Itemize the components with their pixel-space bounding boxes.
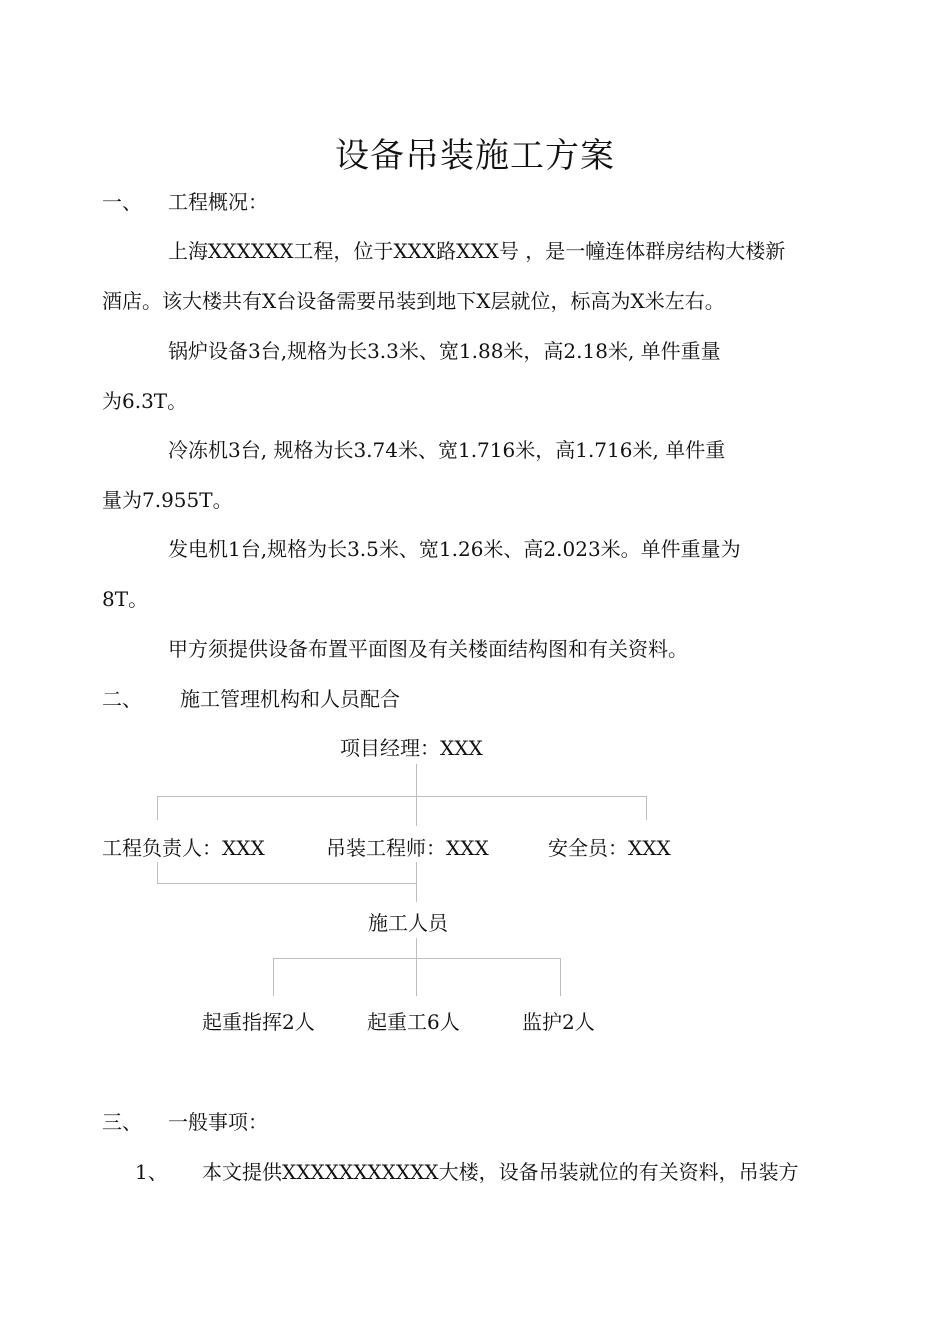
org-connector-left-up <box>157 862 158 884</box>
org-signal-crew: 起重指挥2人 <box>202 1010 315 1034</box>
org-connector-right-drop <box>646 796 647 820</box>
para1-line2: 酒店。该大楼共有X台设备需要吊装到地下X层就位，标高为X米左右。 <box>102 289 725 313</box>
section1-number: 一、 <box>102 190 142 214</box>
section3-number: 三、 <box>102 1110 142 1134</box>
org-connector-mid-horizontal <box>157 883 417 884</box>
section2-number: 二、 <box>102 687 142 711</box>
org-engineer-in-charge: 工程负责人：XXX <box>102 836 265 860</box>
org-rigging-crew: 起重工6人 <box>367 1010 460 1034</box>
para3-line1: 冷冻机3台, 规格为长3.74米、宽1.716米，高1.716米, 单件重 <box>168 438 726 462</box>
org-connector-workers-vertical <box>416 938 417 996</box>
section2-heading: 施工管理机构和人员配合 <box>180 687 400 711</box>
org-connector-left-drop <box>157 796 158 820</box>
org-manager: 项目经理：XXX <box>340 736 483 760</box>
section3-heading: 一般事项： <box>168 1110 268 1134</box>
org-workers: 施工人员 <box>368 911 448 935</box>
para2-line1: 锅炉设备3台,规格为长3.3米、宽1.88米，高2.18米, 单件重量 <box>168 339 721 363</box>
para2-line2: 为6.3T。 <box>102 389 188 413</box>
org-connector-mid-vertical <box>416 862 417 902</box>
para1-line1: 上海XXXXXX工程，位于XXX路XXX号 ，是一幢连体群房结构大楼新 <box>168 239 786 263</box>
org-connector-bottom-left-drop <box>273 958 274 996</box>
document-title: 设备吊装施工方案 <box>335 136 615 176</box>
para3-line2: 量为7.955T。 <box>102 488 233 512</box>
org-connector-bottom-horizontal <box>273 958 561 959</box>
para4-line2: 8T。 <box>102 587 149 611</box>
section1-heading: 工程概况： <box>168 190 268 214</box>
org-connector-bottom-right-drop <box>560 958 561 996</box>
para5-line1: 甲方须提供设备布置平面图及有关楼面结构图和有关资料。 <box>168 637 688 661</box>
org-lifting-engineer: 吊装工程师：XXX <box>326 836 489 860</box>
para4-line1: 发电机1台,规格为长3.5米、宽1.26米、高2.023米。单件重量为 <box>168 537 741 561</box>
org-monitor-crew: 监护2人 <box>522 1010 595 1034</box>
item1-number: 1、 <box>135 1160 168 1184</box>
org-connector-manager-vertical <box>416 764 417 826</box>
org-connector-top-horizontal <box>157 796 647 797</box>
org-safety-officer: 安全员：XXX <box>548 836 671 860</box>
item1-line1: 本文提供XXXXXXXXXXX大楼，设备吊装就位的有关资料，吊装方 <box>202 1160 799 1184</box>
